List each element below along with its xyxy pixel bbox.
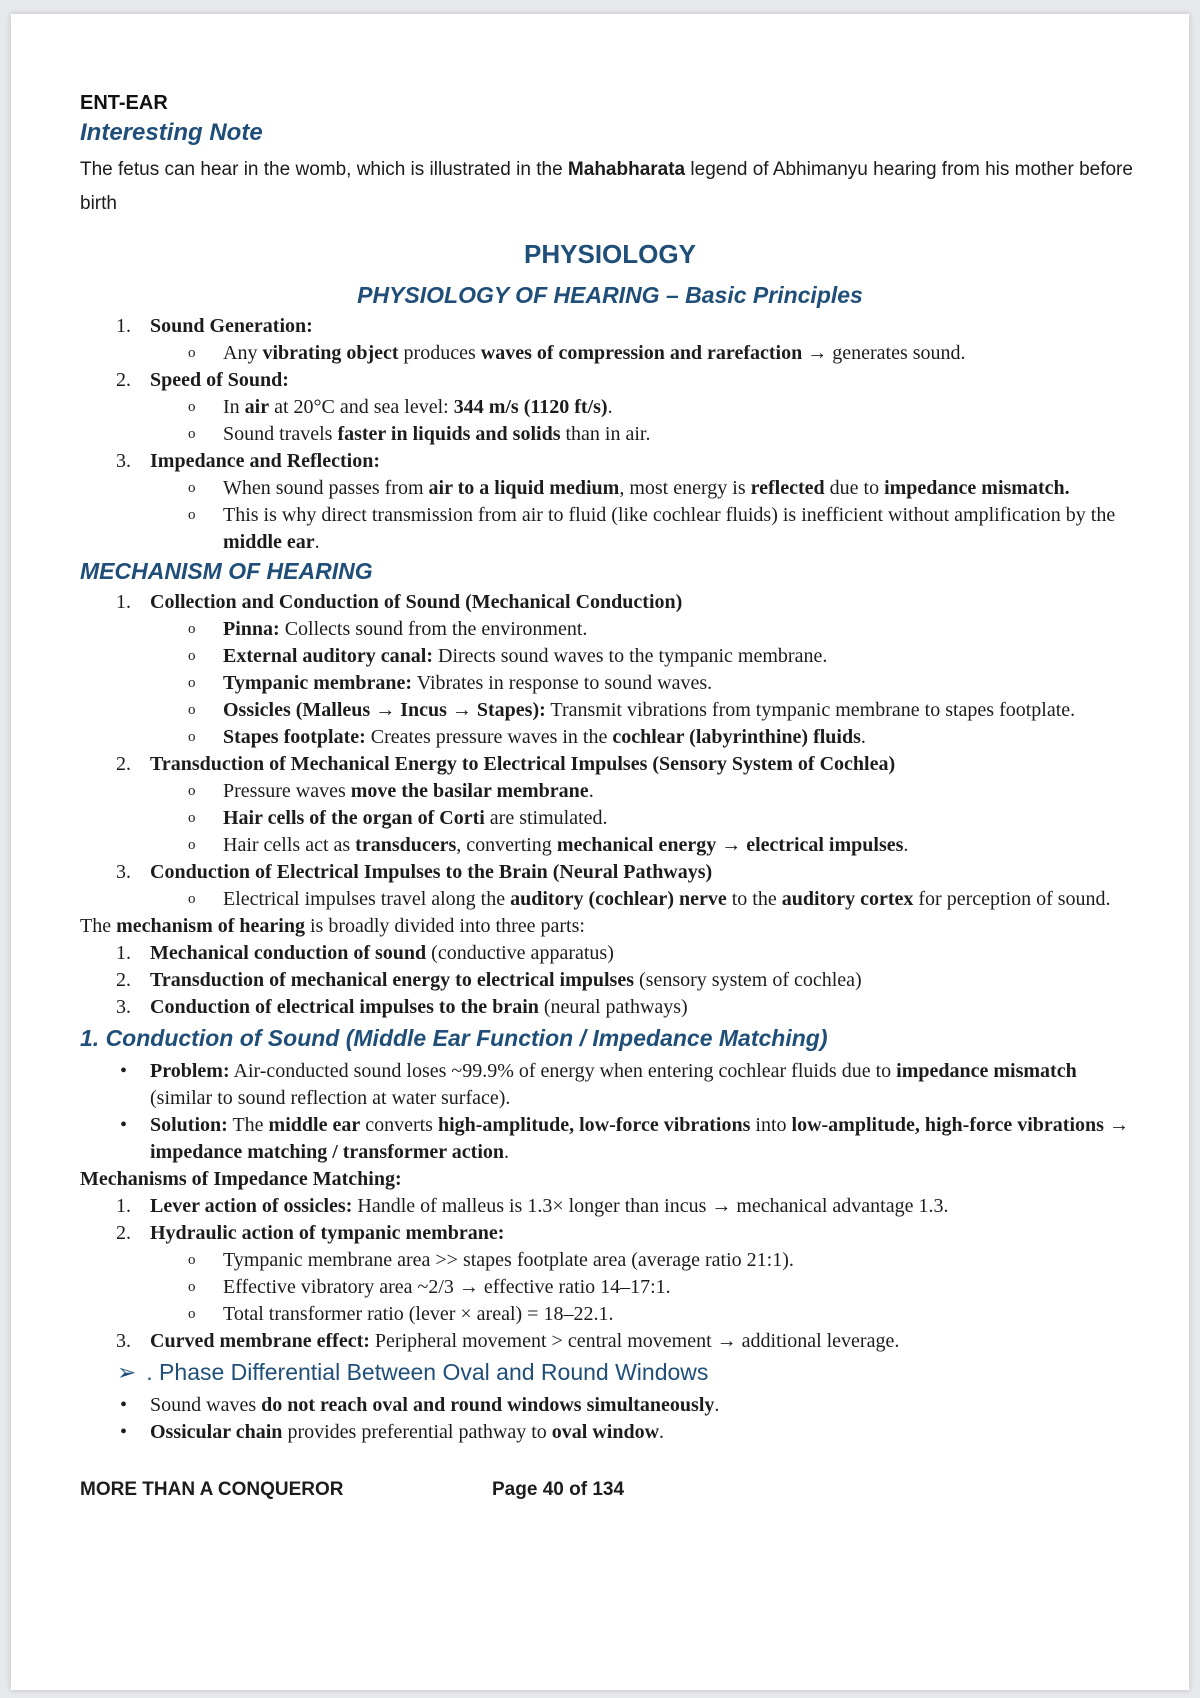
list-item xyxy=(80,589,1140,616)
list-item xyxy=(80,448,1140,475)
bullet-list-item: • Problem: Air-conducted sound loses ~99.9% of energy when entering cochlear fluids due to impedance mismatch (similar to sound reflection at water surface). xyxy=(120,1060,1077,1109)
mechanisms-label: Mechanisms of Impedance Matching: xyxy=(80,1168,402,1190)
impedance-mechanisms-list xyxy=(80,1193,1140,1355)
list-item xyxy=(80,751,1140,778)
mechanism-list xyxy=(80,589,1140,913)
bullet-list-item: • Ossicular chain provides preferential pathway to oval window. xyxy=(80,1419,1140,1446)
sub-list-item: o Stapes footplate: Creates pressure waves in the cochlear (labyrinthine) fluids. xyxy=(80,724,1140,751)
list-item: 2. Transduction of mechanical energy to electrical impulses (sensory system of cochlea) xyxy=(80,967,1140,994)
basic-principles-list xyxy=(80,313,1140,556)
sub-list-item: o Total transformer ratio (lever × areal) = 18–22.1. xyxy=(80,1301,1140,1328)
sub-list-item: o External auditory canal: Directs sound waves to the tympanic membrane. xyxy=(80,643,1140,670)
sub-list-item: o Ossicles (Malleus → Incus → Stapes): Transmit vibrations from tympanic membrane to stapes footplate. xyxy=(80,697,1140,724)
circle-bullet-icon: o xyxy=(188,837,196,853)
list-number: 2. xyxy=(116,1222,131,1244)
list-item: 3. Conduction of electrical impulses to the brain (neural pathways) xyxy=(80,994,1140,1021)
circle-bullet-icon: o xyxy=(188,783,196,799)
sub-list-item: o In air at 20°C and sea level: 344 m/s (1120 ft/s). xyxy=(80,394,1140,421)
list-item xyxy=(80,367,1140,394)
phase-title: ➢ . Phase Differential Between Oval and Round Windows xyxy=(117,1359,709,1385)
circle-bullet-icon: o xyxy=(188,1252,196,1268)
list-item: 1. Mechanical conduction of sound (conductive apparatus) xyxy=(80,940,1140,967)
list-item xyxy=(80,313,1140,340)
list-number: 3. xyxy=(116,996,131,1018)
list-item-label: Speed of Sound: xyxy=(150,369,289,391)
conduction-bullets xyxy=(80,1058,1140,1166)
page-content xyxy=(80,92,1140,1446)
circle-bullet-icon: o xyxy=(188,426,196,442)
list-item-label: Impedance and Reflection: xyxy=(150,450,380,472)
circle-bullet-icon: o xyxy=(188,648,196,664)
phase-bullets xyxy=(80,1392,1140,1446)
circle-bullet-icon: o xyxy=(188,702,196,718)
sub-list-item: o Tympanic membrane: Vibrates in response to sound waves. xyxy=(80,670,1140,697)
arrow-bullet-icon: ➢ xyxy=(117,1359,137,1385)
list-item-label: Sound Generation: xyxy=(150,315,313,337)
circle-bullet-icon: o xyxy=(188,399,196,415)
circle-bullet-icon: o xyxy=(188,1279,196,1295)
list-number: 3. xyxy=(116,1330,131,1352)
bullet-list-item: • Solution: The middle ear converts high-amplitude, low-force vibrations into low-amplitude, high-force vibrations → impedance matching / transformer action. xyxy=(120,1114,1129,1163)
sub-list-item: o This is why direct transmission from air to fluid (like cochlear fluids) is inefficient without amplification by the middle ear. xyxy=(188,504,1116,553)
list-item: 1. Lever action of ossicles: Handle of malleus is 1.3× longer than incus → mechanical advantage 1.3. xyxy=(80,1193,1140,1220)
list-number: 2. xyxy=(116,369,131,391)
circle-bullet-icon: o xyxy=(188,345,196,361)
list-number: 3. xyxy=(116,450,131,472)
document-page xyxy=(11,14,1189,1690)
list-item xyxy=(80,859,1140,886)
note-title: Interesting Note xyxy=(80,119,263,146)
list-item-label: Collection and Conduction of Sound (Mechanical Conduction) xyxy=(150,591,683,613)
basic-principles-title: PHYSIOLOGY OF HEARING – Basic Principles xyxy=(357,282,863,308)
note-text: The fetus can hear in the womb, which is illustrated in the Mahabharata legend of Abhimanyu hearing from his mother before birth xyxy=(80,159,1133,214)
list-number: 1. xyxy=(116,942,131,964)
sub-list-item: o Hair cells of the organ of Corti are stimulated. xyxy=(80,805,1140,832)
sub-list-item: o Any vibrating object produces waves of compression and rarefaction → generates sound. xyxy=(80,340,1140,367)
circle-bullet-icon: o xyxy=(188,480,196,496)
physiology-title: PHYSIOLOGY xyxy=(524,239,696,269)
circle-bullet-icon: o xyxy=(188,1306,196,1322)
bullet-dot-icon: • xyxy=(120,1060,128,1082)
list-number: 3. xyxy=(116,861,131,883)
list-number: 2. xyxy=(116,753,131,775)
sub-list-item: o Sound travels faster in liquids and solids than in air. xyxy=(80,421,1140,448)
sub-list-item: o Electrical impulses travel along the auditory (cochlear) nerve to the auditory cortex for perception of sound. xyxy=(80,886,1140,913)
sub-list-item: o Pressure waves move the basilar membrane. xyxy=(80,778,1140,805)
circle-bullet-icon: o xyxy=(188,810,196,826)
sub-list-item: o Pinna: Collects sound from the environment. xyxy=(80,616,1140,643)
sub-list-item: o When sound passes from air to a liquid medium, most energy is reflected due to impedance mismatch. xyxy=(80,475,1140,502)
circle-bullet-icon: o xyxy=(188,729,196,745)
header-label: ENT-EAR xyxy=(80,92,168,114)
circle-bullet-icon: o xyxy=(188,621,196,637)
mechanism-title: MECHANISM OF HEARING xyxy=(80,558,373,584)
list-number: 1. xyxy=(116,315,131,337)
bullet-list-item: • Sound waves do not reach oval and round windows simultaneously. xyxy=(80,1392,1140,1419)
list-number: 1. xyxy=(116,1195,131,1217)
circle-bullet-icon: o xyxy=(188,675,196,691)
conduction-title: 1. Conduction of Sound (Middle Ear Function / Impedance Matching) xyxy=(80,1025,828,1051)
list-item: 2. Hydraulic action of tympanic membrane: xyxy=(80,1220,1140,1247)
list-number: 1. xyxy=(116,591,131,613)
list-item-label: Conduction of Electrical Impulses to the Brain (Neural Pathways) xyxy=(150,861,713,883)
bullet-dot-icon: • xyxy=(120,1114,128,1136)
sub-list-item: o Tympanic membrane area >> stapes footplate area (average ratio 21:1). xyxy=(80,1247,1140,1274)
page-number: Page 40 of 134 xyxy=(492,1479,625,1500)
sub-list-item: o Hair cells act as transducers, converting mechanical energy → electrical impulses. xyxy=(80,832,1140,859)
mechanism-summary-list xyxy=(80,940,1140,1021)
sub-list-item: o Effective vibratory area ~2/3 → effective ratio 14–17:1. xyxy=(80,1274,1140,1301)
circle-bullet-icon: o xyxy=(188,507,196,523)
footer-title: MORE THAN A CONQUEROR xyxy=(80,1479,344,1500)
list-item-label: Transduction of Mechanical Energy to Electrical Impulses (Sensory System of Cochlea) xyxy=(150,753,896,775)
mechanism-summary: The mechanism of hearing is broadly divided into three parts: xyxy=(80,915,585,937)
bullet-dot-icon: • xyxy=(120,1421,128,1443)
list-number: 2. xyxy=(116,969,131,991)
circle-bullet-icon: o xyxy=(188,891,196,907)
bullet-dot-icon: • xyxy=(120,1394,128,1416)
list-item: 3. Curved membrane effect: Peripheral movement > central movement → additional leverage. xyxy=(80,1328,1140,1355)
